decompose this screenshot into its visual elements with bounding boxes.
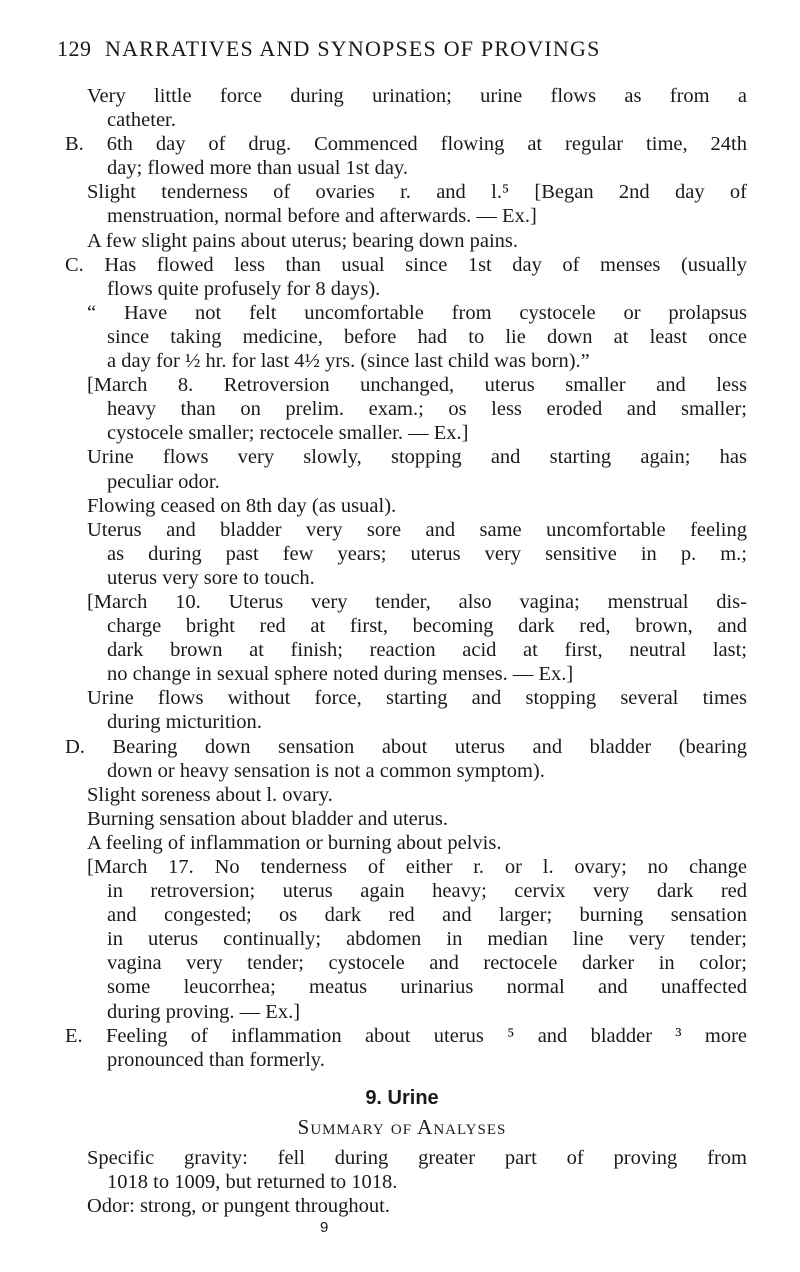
text-line: Urine flows without force, starting and stopping several times — [87, 687, 747, 710]
text-line: “ Have not felt uncomfortable from cystocele or prolapsus — [87, 301, 747, 324]
text-line: during proving. — Ex.] — [107, 1000, 301, 1023]
text-line: E. Feeling of inflammation about uterus ⁵ and bladder ³ more — [65, 1024, 747, 1047]
text-line: flows quite profusely for 8 days). — [107, 277, 381, 300]
text-line: heavy than on prelim. exam.; os less eroded and smaller; — [107, 398, 747, 421]
text-line: day; flowed more than usual 1st day. — [107, 157, 408, 180]
text-line: in retroversion; uterus again heavy; cervix very dark red — [107, 880, 747, 903]
text-line: A few slight pains about uterus; bearing down pains. — [87, 229, 519, 252]
text-line: Urine flows very slowly, stopping and starting again; has — [87, 446, 747, 469]
text-line: peculiar odor. — [107, 470, 220, 493]
section-heading: 9. Urine — [365, 1086, 439, 1109]
text-line: [March 10. Uterus very tender, also vagina; menstrual dis- — [87, 590, 747, 613]
section-subheading: Summary of Analyses — [297, 1114, 507, 1139]
text-line: since taking medicine, before had to lie down at least once — [107, 325, 747, 348]
text-line: [March 8. Retroversion unchanged, uterus smaller and less — [87, 374, 747, 397]
text-line: catheter. — [107, 109, 176, 132]
text-line: [March 17. No tenderness of either r. or l. ovary; no change — [87, 856, 747, 878]
text-line: and congested; os dark red and larger; burning sensation — [107, 904, 747, 927]
text-line: in uterus continually; abdomen in median line very tender; — [107, 928, 747, 951]
text-line: Slight tenderness of ovaries r. and l.⁵ [Began 2nd day of — [87, 181, 747, 204]
text-line: Uterus and bladder very sore and same uncomfortable feeling — [87, 518, 747, 541]
text-line: Flowing ceased on 8th day (as usual). — [87, 494, 397, 517]
text-line: Very little force during urination; urine flows as from a — [87, 85, 747, 107]
text-line: B. 6th day of drug. Commenced flowing at regular time, 24th — [65, 133, 747, 156]
signature-mark: 9 — [320, 1219, 329, 1237]
running-header — [57, 36, 747, 66]
page-number: 129 — [57, 36, 92, 61]
text-line: Slight soreness about l. ovary. — [87, 783, 333, 806]
text-line: D. Bearing down sensation about uterus and bladder (bearing — [65, 735, 747, 758]
text-line: charge bright red at first, becoming dark red, brown, and — [107, 615, 747, 638]
text-line: vagina very tender; cystocele and rectocele darker in color; — [107, 952, 747, 975]
text-line: a day for ½ hr. for last 4½ yrs. (since last child was born).” — [107, 350, 590, 373]
text-line: menstruation, normal before and afterwards. — Ex.] — [107, 205, 537, 228]
text-line: Burning sensation about bladder and uterus. — [87, 807, 448, 830]
text-line: as during past few years; uterus very sensitive in p. m.; — [107, 542, 747, 565]
text-line: Specific gravity: fell during greater part of proving from — [87, 1146, 747, 1169]
text-line: dark brown at finish; reaction acid at first, neutral last; — [107, 639, 747, 662]
text-line: pronounced than formerly. — [107, 1048, 325, 1071]
summary-lines — [57, 1146, 747, 1218]
text-line: during micturition. — [107, 711, 262, 734]
text-line: C. Has flowed less than usual since 1st day of menses (usually — [65, 253, 747, 276]
page-body — [57, 84, 747, 1238]
text-line: 1018 to 1009, but returned to 1018. — [107, 1170, 398, 1193]
running-title: NARRATIVES AND SYNOPSES OF PROVINGS — [105, 36, 601, 61]
text-line: A feeling of inflammation or burning about pelvis. — [87, 831, 502, 854]
text-line: no change in sexual sphere noted during menses. — Ex.] — [107, 663, 574, 686]
text-line: down or heavy sensation is not a common symptom). — [107, 759, 545, 782]
text-line: some leucorrhea; meatus urinarius normal and unaffected — [107, 976, 747, 999]
text-line: Odor: strong, or pungent throughout. — [87, 1195, 390, 1218]
text-line: uterus very sore to touch. — [107, 566, 315, 589]
text-line: cystocele smaller; rectocele smaller. — Ex.] — [107, 422, 469, 445]
narrative-lines — [57, 84, 747, 1072]
